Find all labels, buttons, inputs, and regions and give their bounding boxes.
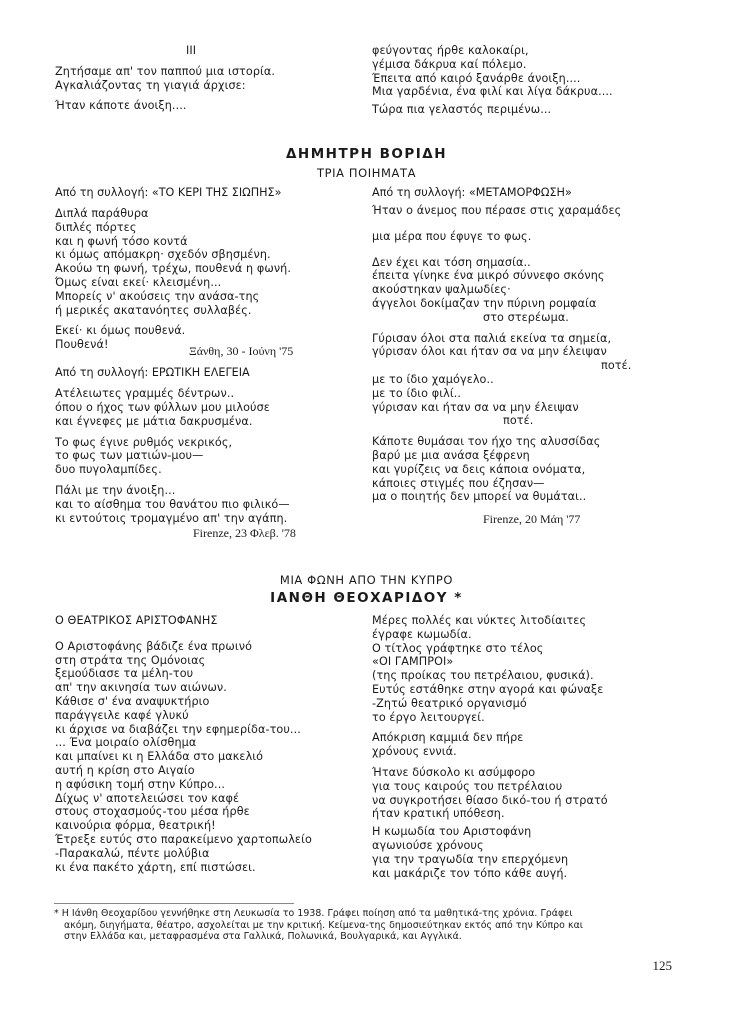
- author-heading: ΔΗΜΗΤΡΗ ΒΟΡΙΔΗ: [285, 146, 447, 162]
- section-heading: ΜΙΑ ΦΩΝΗ ΑΠΟ ΤΗΝ ΚΥΠΡΟ: [279, 573, 454, 587]
- poem-line: γέμισα δάκρυα καί πόλεμο.: [372, 57, 527, 71]
- poem-line: ή μερικές ακατανόητες συλλαβές.: [55, 303, 252, 317]
- poem-line: Έπειτα από καιρό ξανάρθε άνοιξη....: [372, 71, 581, 85]
- poem-line: αυτή η κρίση στο Αιγαίο: [55, 763, 195, 777]
- poem-line: μα ο ποιητής δεν μπορεί να θυμάται..: [372, 490, 587, 504]
- poem-line: Δίχως ν' αποτελειώσει τον καφέ: [55, 791, 240, 805]
- poem-line: για τους καιρούς του πετρέλαιου: [372, 779, 563, 793]
- poem-line: Διπλά παράθυρα: [55, 207, 149, 220]
- author-heading: ΙΑΝΘΗ ΘΕΟΧΑΡΙΔΟΥ *: [270, 590, 463, 606]
- poem-line: ξεμούδιασε τα μέλη-του: [55, 667, 194, 681]
- poem-line: Απόκριση καμμιά δεν πήρε: [372, 731, 524, 745]
- poem-line: Ο Αριστοφάνης βάδιζε ένα πρωινό: [55, 639, 253, 653]
- footnote: [54, 908, 684, 943]
- poem-line: -Ζητώ θεατρικό οργανισμό: [372, 696, 527, 710]
- poem-line: Ήταν ο άνεμος που πέρασε στις χαραμάδες: [372, 204, 622, 217]
- poem-line: για την τραγωδία την επερχόμενη: [372, 852, 569, 866]
- poem4-left-column: [55, 614, 365, 874]
- poem-line: στη στράτα της Ομόνοιας: [55, 653, 206, 667]
- poem-line: στο στερέωμα.: [483, 310, 569, 324]
- page-number: 125: [652, 958, 672, 973]
- poem-line: Μέρες πολλές και νύκτες λιτοδίαιτες: [372, 614, 587, 627]
- collection-subtitle: ΤΡΙΑ ΠΟΙΗΜΑΤΑ: [316, 166, 417, 180]
- poem-line: ποτέ.: [601, 359, 632, 373]
- poem-line: και γυρίζεις να δεις κάποια ονόματα,: [372, 462, 586, 476]
- poem-source: Από τη συλλογή: ΕΡΩΤΙΚΗ ΕΛΕΓΕΙΑ: [55, 366, 250, 380]
- poem-line: Τώρα πια γελαστός περιμένω...: [372, 103, 552, 117]
- poem-line: Ήτανε δύσκολο κι ασύμφορο: [372, 765, 536, 779]
- poem-date: Ξάνθη, 30 - Ιούνη '75: [189, 344, 294, 359]
- poem-line: και έγνεφες με μάτια δακρυσμένα.: [55, 414, 253, 428]
- poem-line: Όμως είναι εκεί· κλεισμένη...: [55, 275, 222, 289]
- poem-line: Αγκαλιάζοντας τη γιαγιά άρχισε:: [55, 78, 246, 92]
- poem-line: Ατέλειωτες γραμμές δέντρων..: [55, 387, 235, 401]
- poem-line: μια μέρα που έφυγε το φως.: [372, 229, 532, 243]
- poem-line: διπλές πόρτες: [55, 220, 137, 234]
- poem-line: ήταν κρατική υπόθεση.: [372, 807, 505, 821]
- poem-line: (της προίκας του πετρέλαιου, φυσικά).: [372, 669, 594, 683]
- poem-line: η αφύσικη τομή στην Κύπρο...: [55, 777, 226, 791]
- poem-line: «ΟΙ ΓΑΜΠΡΟΙ»: [372, 655, 454, 669]
- poem-line: γύρισαν και ήταν σα να μην έλειψαν: [372, 400, 579, 414]
- poem-line: και μπαίνει κι η Ελλάδα στο μακελιό: [55, 750, 264, 764]
- poem-line: έγραφε κωμωδία.: [372, 627, 472, 641]
- poem-line: ... Ένα μοιραίο ολίσθημα: [55, 736, 197, 750]
- left-column-poems: [55, 186, 365, 540]
- poem-line: Κάθισε σ' ένα αναψυκτήριο: [55, 694, 210, 708]
- poem-date: Firenze, 20 Μάη '77: [483, 512, 581, 527]
- poem-line: στους στοχασμούς-του μέσα ήρθε: [55, 805, 250, 819]
- poem-line: φεύγοντας ήρθε καλοκαίρι,: [372, 44, 529, 57]
- poem-line: κι όμως απόμακρη· σχεδόν σβησμένη.: [55, 248, 271, 262]
- poem-line: αγωνιούσε χρόνους: [372, 838, 484, 852]
- poem-line: Μπορείς ν' ακούσεις την ανάσα-της: [55, 289, 260, 303]
- poem4-right-column: [372, 614, 682, 880]
- poem-line: όπου ο ήχος των φύλλων μου μιλούσε: [55, 400, 270, 414]
- poem-line: καινούρια φόρμα, θεατρική!: [55, 819, 216, 833]
- poem-line: το φως των ματιών-μου—: [55, 449, 204, 463]
- poem-line: ποτέ.: [503, 414, 534, 428]
- poem-line: Έτρεξε ευτύς στο παρακείμενο χαρτοπωλείο: [55, 832, 312, 846]
- poem-line: και το αίσθημα του θανάτου πιο φιλικό—: [55, 497, 290, 511]
- poem-line: παράγγειλε καφέ γλυκύ: [55, 708, 189, 722]
- poem-line: κι άρχισε να διαβάζει την εφημερίδα-του...: [55, 722, 301, 736]
- poem-line: γύρισαν όλοι και ήταν σα να μην έλειψαν: [372, 345, 607, 359]
- poem-line: Ακούω τη φωνή, τρέχω, πουθενά η φωνή.: [55, 262, 292, 276]
- poem-line: Γύρισαν όλοι στα παλιά εκείνα τα σημεία,: [372, 331, 612, 345]
- poem-line: έπειτα γίνηκε ένα μικρό σύννεφο σκόνης: [372, 269, 605, 283]
- poem-line: Δεν έχει και τόση σημασία..: [372, 255, 531, 269]
- poem-line: Πάλι με την άνοιξη...: [55, 483, 176, 497]
- poem-title: Ο ΘΕΑΤΡΙΚΟΣ ΑΡΙΣΤΟΦΑΝΗΣ: [55, 614, 218, 627]
- poem-line: Πουθενά!: [55, 338, 109, 352]
- poem-source: Από τη συλλογή: «ΤΟ ΚΕΡΙ ΤΗΣ ΣΙΩΠΗΣ»: [55, 186, 282, 199]
- poem-line: και μακάριζε τον τόπο κάθε αυγή.: [372, 866, 568, 880]
- poem-line: απ' την ακινησία των αιώνων.: [55, 681, 227, 695]
- poem-line: με το ίδιο χαμόγελο..: [372, 372, 494, 386]
- poem-line: το έργο λειτουργεί.: [372, 710, 485, 724]
- poem-line: και η φωνή τόσο κοντά: [55, 234, 188, 248]
- right-column-poem: [372, 186, 682, 526]
- poem-line: Ο τίτλος γράφτηκε στο τέλος: [372, 641, 544, 655]
- section-numeral: III: [186, 44, 197, 57]
- poem-line: Ευτύς εστάθηκε στην αγορά και φώναξε: [372, 682, 604, 696]
- poem-line: Ήταν κάποτε άνοιξη....: [55, 99, 187, 113]
- poem-source: Από τη συλλογή: «ΜΕΤΑΜΟΡΦΩΣΗ»: [372, 186, 572, 199]
- poem-line: άγγελοι δοκίμαζαν την πύρινη ρομφαία: [372, 296, 597, 310]
- poem-line: -Παρακαλώ, πέντε μολύβια: [55, 846, 210, 860]
- footnote-line: στην Ελλάδα και, μεταφρασμένα στα Γαλλικά, Πολωνικά, Βουλγαρικά, και Αγγλικά.: [64, 931, 462, 943]
- poem-line: βαρύ με μια ανάσα ξέφρενη: [372, 448, 530, 462]
- poem-line: κι ένα πακέτο χάρτη, επί πιστώσει.: [55, 860, 256, 874]
- poem-line: Μια γαρδένια, ένα φιλί και λίγα δάκρυα....: [372, 85, 613, 99]
- poem-line: δυο πυγολαμπίδες.: [55, 463, 162, 477]
- poem-date: Firenze, 23 Φλεβ. '78: [193, 526, 296, 541]
- poem-line: Εκεί· κι όμως πουθενά.: [55, 324, 186, 338]
- footnote-rule: [54, 903, 294, 904]
- poem-line: με το ίδιο φιλί..: [372, 386, 462, 400]
- poem-line: Το φως έγινε ρυθμός νεκρικός,: [55, 435, 233, 449]
- poem-line: να συγκροτήσει θίασο δικό-του ή στρατό: [372, 793, 608, 807]
- poem-line: ακούστηκαν ψαλμωδίες·: [372, 283, 511, 297]
- footnote-line: ακόμη, διηγήματα, θέατρο, ασχολείται με την κριτική. Κείμενα-της δημοσιεύτηκαν εκτός από την Κύπρο και: [64, 919, 584, 931]
- poem-line: κι εντούτοις τρομαγμένο απ' την αγάπη.: [55, 511, 288, 525]
- poem-line: Η κωμωδία του Αριστοφάνη: [372, 825, 532, 839]
- poem-line: Κάποτε θυμάσαι τον ήχο της αλυσσίδας: [372, 435, 601, 449]
- footnote-line: * Η Ιάνθη Θεοχαρίδου γεννήθηκε στη Λευκωσία το 1938. Γράφει ποίηση από τα μαθητικά-της χρόνια. Γράφει: [54, 908, 573, 919]
- poem-line: κάποιες στιγμές που έζησαν—: [372, 476, 545, 490]
- top-left-poem: [55, 44, 355, 113]
- poem-line: χρόνους εννιά.: [372, 745, 457, 759]
- top-right-poem: [372, 44, 682, 117]
- poem-line: Ζητήσαμε απ' τον παππού μια ιστορία.: [55, 64, 276, 78]
